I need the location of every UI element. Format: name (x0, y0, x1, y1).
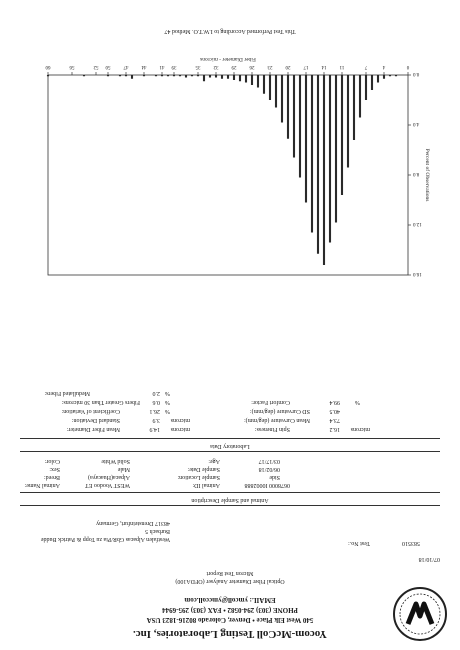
histogram-bar (371, 75, 373, 90)
lab-label-2: SD Curvature (deg/mm): (250, 408, 310, 414)
histogram-bar (389, 75, 391, 76)
histogram-bar (323, 75, 325, 265)
company-name: Yocom-McColl Testing Laboratories, Inc. (133, 628, 328, 640)
histogram-bar (341, 75, 343, 195)
company-address: 540 West Elk Place • Denver, Colorado 80216-1823 USA (146, 616, 314, 624)
histogram-bar (251, 75, 253, 85)
ym-logo-icon (392, 586, 448, 642)
lab-unit: microns (170, 426, 190, 432)
lab-value: 26.1 (149, 408, 160, 414)
breed-value: Alpaca(Huacaya) (88, 474, 130, 480)
y-tick-label: 0.0 (413, 71, 420, 76)
lab-label: Standard Deviation: (71, 417, 120, 423)
color-value: Solid White (101, 458, 130, 464)
histogram-bar (317, 75, 319, 254)
x-tick-label: 29 (231, 64, 237, 69)
company-email: EMAIL: ymcoll@ymccoll.com (184, 596, 276, 604)
animal-section-title: Animal and Sample Description (191, 497, 269, 503)
histogram-bar (299, 75, 301, 178)
test-no-value: 583510 (402, 540, 420, 546)
footer-method: This Test Performed According to I.W.T.O. Method 47 (164, 28, 296, 34)
histogram-bar (281, 75, 283, 123)
divider-animal-2 (20, 492, 440, 493)
animal-name-label: Animal Name: (24, 482, 60, 488)
y-axis-title: Percent of Observations (424, 148, 430, 202)
histogram-bar (191, 75, 193, 76)
age-label: Age: (208, 458, 220, 464)
lab-label-2: Mean Curvature (deg/mm): (244, 417, 310, 423)
client-line-2: Burbach 5 (145, 528, 170, 534)
histogram-bar (275, 75, 277, 108)
histogram-bar (335, 75, 337, 223)
lab-label-2: Comfort Factor: (251, 399, 290, 405)
histogram-bar (383, 75, 385, 79)
histogram-bar (221, 75, 223, 79)
lab-value-2: 73.4 (329, 417, 340, 423)
report-title-2: Micron Test Report (206, 570, 254, 576)
histogram-bar (131, 75, 133, 79)
x-tick-label: 56 (69, 64, 75, 69)
lab-value: 14.9 (149, 426, 160, 432)
histogram-bar (329, 75, 331, 243)
x-tick-label: 52 (93, 64, 99, 69)
x-tick-label: 14 (321, 64, 327, 69)
animal-id-label: Animal ID: (192, 482, 220, 488)
fiber-histogram (28, 56, 432, 305)
y-tick-label: 8.0 (413, 171, 420, 176)
lab-value-2: 16.2 (329, 426, 340, 432)
histogram-bar (161, 75, 163, 76)
histogram-bar (269, 75, 271, 100)
lab-value: 0.6 (152, 399, 160, 405)
x-tick-label: 60 (45, 64, 51, 69)
sample-location-label: Sample Location: (177, 474, 220, 480)
divider-lab-2 (20, 438, 440, 439)
x-tick-label: 50 (105, 64, 111, 69)
lab-label: Medullated Fibers: (44, 390, 90, 396)
y-tick-label: 16.0 (413, 271, 422, 276)
x-tick-label: 26 (249, 64, 255, 69)
lab-value-2: 99.4 (329, 399, 340, 405)
sample-date-value: 06/02/18 (258, 466, 280, 472)
sample-date-label: Sample Date: (187, 466, 220, 472)
y-tick-label: 12.0 (413, 221, 422, 226)
histogram-bar (179, 75, 181, 76)
histogram-bar (155, 75, 157, 76)
x-tick-label: 0 (406, 64, 410, 69)
histogram-bar (293, 75, 295, 158)
sex-label: Sex: (49, 466, 60, 472)
x-tick-label: 44 (141, 64, 147, 69)
lab-label-2: Spin Fineness: (254, 426, 290, 432)
histogram-bar (245, 75, 247, 83)
y-tick-label: 4.0 (413, 121, 420, 126)
lab-unit-2: % (355, 399, 360, 405)
lab-unit: % (165, 390, 170, 396)
x-tick-label: 47 (123, 64, 129, 69)
histogram-bar (359, 75, 361, 118)
histogram-bar (227, 75, 229, 79)
x-tick-label: 32 (213, 64, 219, 69)
x-tick-label: 4 (382, 64, 386, 69)
histogram-bar (287, 75, 289, 139)
x-tick-label: 11 (339, 64, 345, 69)
report-title-1: Optical Fiber Diameter Analyser (OFDA100) (175, 578, 285, 584)
client-line-3: 48317 Drensteinfurt, Germany (96, 520, 170, 526)
breed-label: Breed: (44, 474, 60, 480)
x-axis-title: Fiber Diameter - microns (200, 56, 256, 62)
x-tick-label: 7 (364, 64, 368, 69)
histogram-bar (83, 75, 85, 76)
lab-value: 2.0 (152, 390, 160, 396)
histogram-bar (47, 75, 49, 76)
histogram-bar (365, 75, 367, 100)
lab-label: Fibers Greater Than 30 microns: (61, 399, 140, 405)
x-tick-label: 41 (159, 64, 165, 69)
histogram-bar (239, 75, 241, 81)
lab-value: 3.9 (152, 417, 160, 423)
histogram-bar (209, 75, 211, 78)
company-phone: PHONE (303) 294-0582 • FAX (303) 295-6944 (162, 606, 298, 614)
sample-location-value: Side (269, 474, 280, 480)
histogram-bar (305, 75, 307, 203)
histogram-bar (125, 75, 127, 76)
histogram-bar (215, 75, 217, 78)
divider-animal (20, 505, 440, 506)
lab-unit: % (165, 408, 170, 414)
histogram-bar (233, 75, 235, 80)
histogram-bar (353, 75, 355, 140)
client-line-1: Westfalen Alpacas GbR/Pia zu Topp & Patrick Budde (40, 536, 170, 542)
lab-label: Coefficient of Variation: (61, 408, 120, 414)
lab-label: Mean Fiber Diameter: (66, 426, 120, 432)
lab-unit-2: microns (350, 426, 370, 432)
histogram-bar (257, 75, 259, 88)
histogram-bar (203, 75, 205, 81)
x-tick-label: 39 (171, 64, 177, 69)
x-tick-label: 17 (303, 64, 309, 69)
lab-unit: % (165, 399, 170, 405)
test-no-label: Test No.: (348, 540, 370, 546)
x-tick-label: 23 (267, 64, 273, 69)
lab-value-2: 40.5 (329, 408, 340, 414)
animal-name-value: WEST Voodoo ET (84, 482, 130, 488)
histogram-bar (173, 75, 175, 76)
lab-section-title: Laboratory Data (210, 443, 250, 449)
divider-lab (20, 451, 440, 452)
histogram-bar (143, 75, 145, 76)
age-value: 03/17/17 (258, 458, 280, 464)
histogram-bar (347, 75, 349, 168)
x-tick-label: 35 (195, 64, 201, 69)
histogram-bar (377, 75, 379, 83)
histogram-bar (107, 75, 109, 76)
histogram-bar (119, 75, 121, 76)
lab-unit: microns (170, 417, 190, 423)
histogram-bar (197, 75, 199, 76)
histogram-bar (263, 75, 265, 94)
x-tick-label: 20 (285, 64, 291, 69)
histogram-bar (167, 75, 169, 76)
histogram-bar (311, 75, 313, 233)
histogram-bar (395, 75, 397, 76)
histogram-bar (185, 75, 187, 78)
report-date: 07/10/18 (418, 556, 440, 562)
sex-value: Male (117, 466, 130, 472)
color-label: Color: (44, 458, 60, 464)
animal-id-value: 0678000 I0002888 (244, 482, 290, 488)
